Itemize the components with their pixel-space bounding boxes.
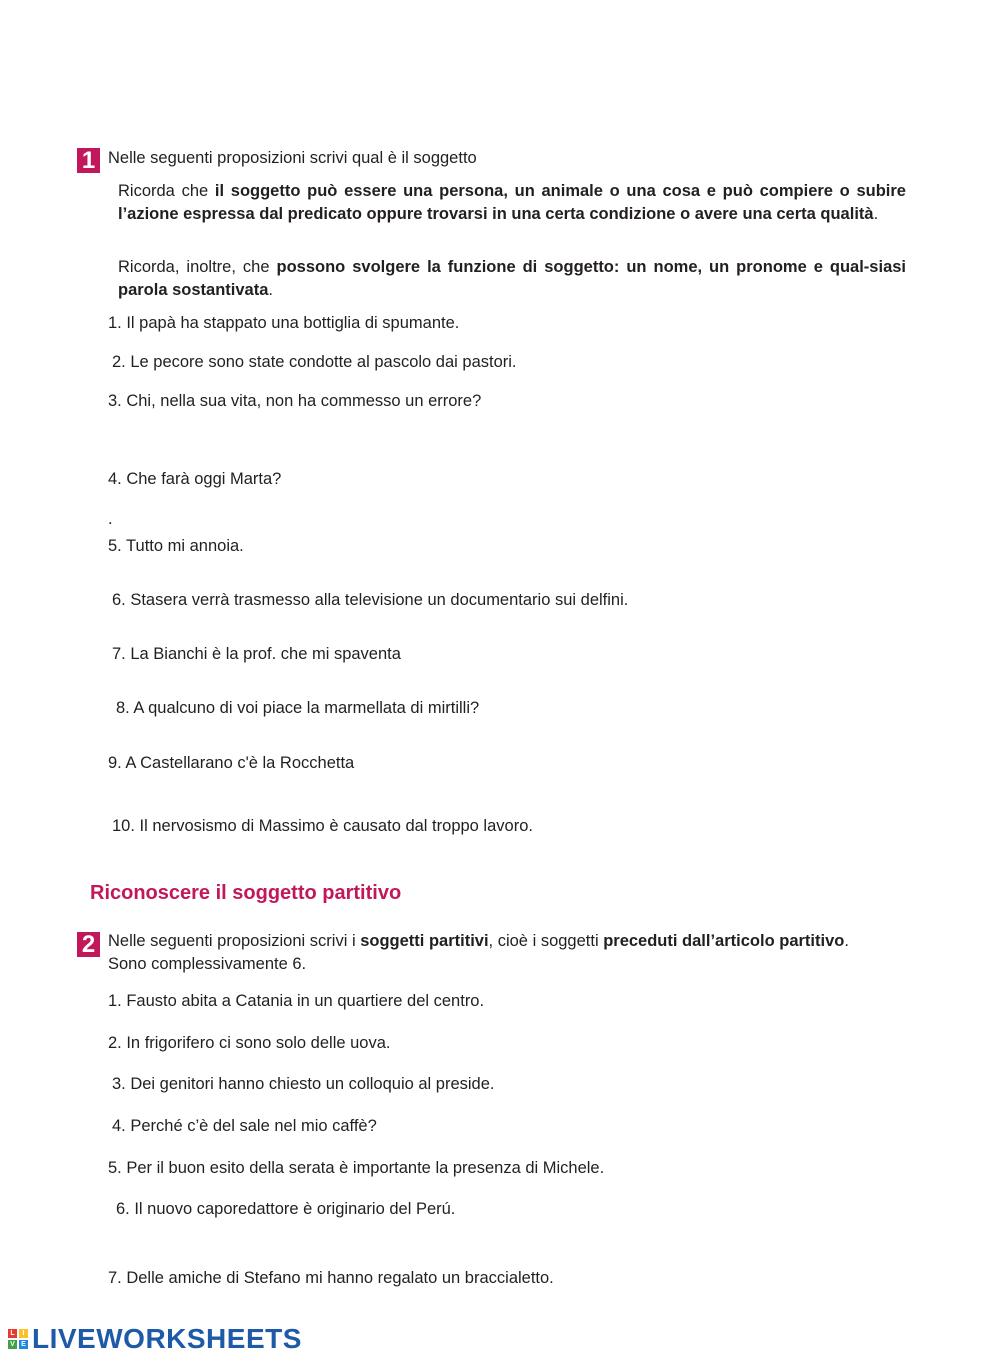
instruction-bold-2: preceduti dall’articolo partitivo xyxy=(603,932,845,950)
exercise-2-item-6: 6. Il nuovo caporedattore è originario del Perú. xyxy=(116,1200,456,1218)
exercise-2-item-1: 1. Fausto abita a Catania in un quartiere del centro. xyxy=(108,992,485,1010)
instruction-text-3: . Sono complessivamente 6. xyxy=(108,932,849,973)
exercise-1-item-10: 10. Il nervosismo di Massimo è causato dal troppo lavoro. xyxy=(112,817,533,835)
exercise-1-item-6: 6. Stasera verrà trasmesso alla televisione un documentario sui delfini. xyxy=(112,591,629,609)
exercise-2-item-7: 7. Delle amiche di Stefano mi hanno regalato un braccialetto. xyxy=(108,1269,554,1287)
exercise-1-item-1: 1. Il papà ha stappato una bottiglia di spumante. xyxy=(108,314,460,332)
exercise-1-instruction: Nelle seguenti proposizioni scrivi qual è il soggetto xyxy=(108,149,477,167)
exercise-2-number-badge: 2 xyxy=(77,932,100,957)
exercise-2-item-4: 4. Perché c’è del sale nel mio caffè? xyxy=(112,1117,377,1135)
exercise-2-item-5: 5. Per il buon esito della serata è importante la presenza di Michele. xyxy=(108,1159,605,1177)
exercise-1-item-4: 4. Che farà oggi Marta? xyxy=(108,470,282,488)
exercise-1-item-5: 5. Tutto mi annoia. xyxy=(108,537,244,555)
exercise-1-item-9: 9. A Castellarano c'è la Rocchetta xyxy=(108,754,355,772)
note-2-prefix: Ricorda, inoltre, che xyxy=(118,258,277,276)
section-heading: Riconoscere il soggetto partitivo xyxy=(90,882,402,904)
exercise-1-note-1 xyxy=(118,180,906,226)
note-2-suffix: . xyxy=(268,281,273,299)
logo-grid-icon xyxy=(8,1329,28,1349)
instruction-text-2: , cioè i soggetti xyxy=(488,932,604,950)
logo-letter-i: I xyxy=(19,1329,28,1338)
exercise-2-instruction xyxy=(108,930,878,976)
exercise-1-note-2 xyxy=(118,256,906,302)
exercise-2-item-2: 2. In frigorifero ci sono solo delle uova. xyxy=(108,1034,391,1052)
note-2-bold: possono svolgere la funzione di soggetto: un nome, un pronome e qual-siasi parola sostantivata xyxy=(118,258,907,299)
exercise-1-number-badge: 1 xyxy=(77,148,100,173)
exercise-1-item-7: 7. La Bianchi è la prof. che mi spaventa xyxy=(112,645,401,663)
liveworksheets-logo[interactable] xyxy=(8,1322,302,1356)
note-1-bold: il soggetto può essere una persona, un animale o una cosa e può compiere o subire l’azione espressa dal predicato oppure trovarsi in una certa condizione o avere una certa qualità xyxy=(118,182,906,223)
logo-letter-l: L xyxy=(8,1329,17,1338)
exercise-2-item-3: 3. Dei genitori hanno chiesto un colloquio al preside. xyxy=(112,1075,495,1093)
instruction-text-1: Nelle seguenti proposizioni scrivi i xyxy=(108,932,361,950)
note-1-prefix: Ricorda che xyxy=(118,182,215,200)
logo-letter-e: E xyxy=(19,1340,28,1349)
logo-letter-v: V xyxy=(8,1340,17,1349)
note-1-suffix: . xyxy=(873,205,879,223)
exercise-1-item-2: 2. Le pecore sono state condotte al pascolo dai pastori. xyxy=(112,353,517,371)
logo-text: LIVEWORKSHEETS xyxy=(32,1323,302,1354)
instruction-bold-1: soggetti partitivi xyxy=(360,932,489,950)
exercise-1-stray-dot: . xyxy=(108,510,113,528)
exercise-1-item-8: 8. A qualcuno di voi piace la marmellata di mirtilli? xyxy=(116,699,480,717)
exercise-1-item-3: 3. Chi, nella sua vita, non ha commesso un errore? xyxy=(108,392,482,410)
